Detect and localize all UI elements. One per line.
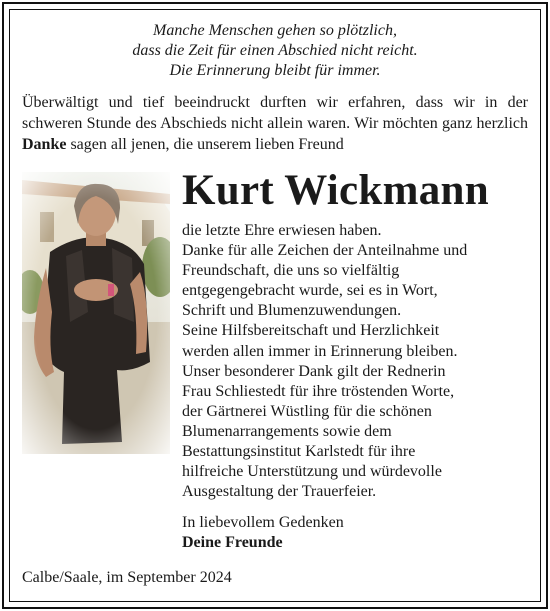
portrait-photo (22, 172, 170, 454)
text-line: die letzte Ehre erwiesen haben. (182, 222, 382, 239)
intro-text: Überwältigt und tief beeindruckt durften wir erfahren, dass wir in der schweren Stunde des Abschieds nicht allein waren. Wir möchten ganz herzlich (22, 94, 528, 132)
poem (0, 21, 550, 81)
text-line: Unser besonderer Dank gilt der Rednerin (182, 362, 446, 380)
text-line: Blumenarrangements sowie dem (182, 422, 392, 440)
poem-line: Die Erinnerung bleibt für immer. (169, 62, 381, 79)
text-line: Freundschaft, die uns so vielfältig (182, 262, 400, 280)
text-line: der Gärtnerei Wüstling für die schönen (182, 402, 432, 420)
danke-word: Danke (22, 136, 67, 153)
signature: Deine Freunde (182, 534, 283, 551)
text-line: Schrift und Blumenzuwendungen. (182, 302, 402, 320)
thanks-text (182, 221, 532, 502)
intro-text-end: sagen all jenen, die unserem lieben Freund (66, 136, 344, 153)
text-line: Bestattungsinstitut Karlstedt für ihre (182, 443, 416, 461)
poem-line: Manche Menschen gehen so plötzlich, (153, 22, 397, 39)
poem-line: dass die Zeit für einen Abschied nicht reicht. (132, 42, 418, 59)
intro-paragraph (22, 92, 528, 155)
text-line: Ausgestaltung der Trauerfeier. (182, 483, 377, 501)
closing (182, 513, 344, 553)
text-line: werden allen immer in Erinnerung bleiben. (182, 342, 458, 360)
text-line: Danke für alle Zeichen der Anteilnahme und (182, 242, 468, 260)
closing-line: In liebevollem Gedenken (182, 514, 344, 531)
text-line: entgegengebracht wurde, sei es in Wort, (182, 282, 438, 300)
text-line: Seine Hilfsbereitschaft und Herzlichkeit (182, 322, 440, 340)
place-date: Calbe/Saale, im September 2024 (22, 569, 232, 586)
deceased-name: Kurt Wickmann (182, 167, 489, 214)
text-line: hilfreiche Unterstützung und würdevolle (182, 463, 442, 481)
text-line: Frau Schliestedt für ihre tröstenden Worte, (182, 382, 455, 400)
